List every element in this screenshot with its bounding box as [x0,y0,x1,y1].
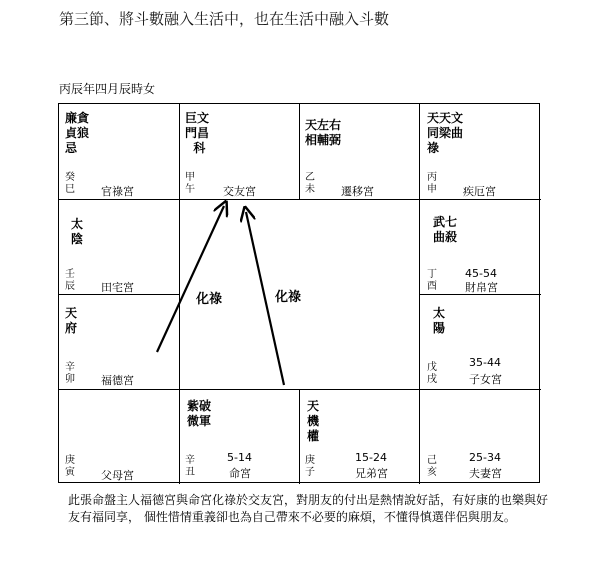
palace-name: 疾厄宮 [463,185,496,198]
page-heading: 第三節、將斗數融入生活中，也在生活中融入斗數 [59,10,390,28]
stem-branch: 壬 辰 [65,269,75,292]
main-stars: 紫破 微軍 [187,399,212,428]
main-stars: 天 機 權 [307,399,320,443]
palace-name: 遷移宮 [341,185,374,198]
palace-name: 子女宮 [469,373,502,386]
main-stars: 廉貪 貞狼 忌 [65,111,90,155]
main-stars: 天 府 [65,306,78,335]
hua-lu-label-left: 化祿 [196,292,223,307]
age-range: 15-24 [355,451,387,464]
stem-branch: 乙 未 [305,172,315,195]
stem-branch: 戊 戌 [427,362,437,385]
hua-lu-label-right: 化祿 [275,290,302,305]
arrow-from-fude [157,206,224,352]
main-stars: 天左右 相輔弼 [305,118,342,147]
stem-branch: 辛 卯 [65,362,75,385]
main-stars: 巨文 門昌 科 [185,111,210,155]
palace-name: 夫妻宮 [469,467,502,480]
palace-name: 交友宮 [223,185,256,198]
arrow-from-ming [246,212,284,385]
palace-name: 父母宮 [101,469,134,482]
stem-branch: 丙 申 [427,172,437,195]
stem-branch: 癸 巳 [65,172,75,195]
palace-name: 田宅宮 [101,281,134,294]
palace-name: 財帛宮 [465,281,498,294]
palace-name: 兄弟宮 [355,467,388,480]
palace-name: 福德宮 [101,374,134,387]
stem-branch: 辛 丑 [185,455,195,478]
stem-branch: 甲 午 [185,172,195,195]
stem-branch: 己 亥 [427,455,437,478]
age-range: 25-34 [469,451,501,464]
main-stars: 太 陰 [71,217,84,246]
chart-header: 丙辰年四月辰時女 [59,82,156,96]
stem-branch: 庚 子 [305,455,315,478]
palace-name: 官祿宮 [101,185,134,198]
stem-branch: 丁 酉 [427,269,437,292]
stem-branch: 庚 寅 [65,455,75,478]
explanation-paragraph: 此張命盤主人福德宮與命宮化祿於交友宮，對朋友的付出是熱情說好話，有好康的也樂與好友有福同享， 個性惜情重義卻也為自己帶來不必要的麻煩，不懂得慎選伴侶與朋友。 [68,493,549,524]
age-range: 45-54 [465,267,497,280]
palace-name: 命宮 [229,467,251,480]
main-stars: 太 陽 [433,306,446,335]
main-stars: 天天文 同梁曲 祿 [427,111,464,155]
age-range: 35-44 [469,356,501,369]
main-stars: 武七 曲殺 [433,215,458,244]
age-range: 5-14 [227,451,252,464]
